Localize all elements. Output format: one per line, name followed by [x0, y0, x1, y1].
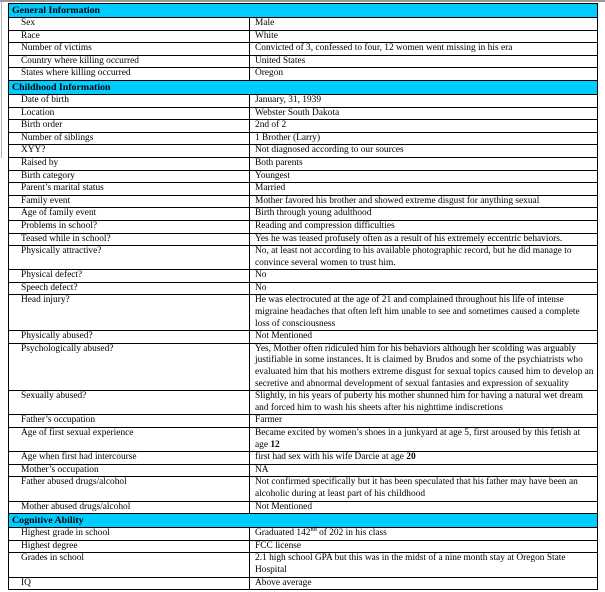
row-label: Country where killing occurred: [9, 55, 250, 68]
row-value: Both parents: [250, 157, 598, 170]
row-label: Birth order: [9, 120, 250, 133]
row-label: Highest degree: [9, 540, 250, 553]
row-label: Grades in school: [9, 553, 250, 577]
section-header-cognitive-ability: Cognitive Ability: [9, 514, 598, 528]
table-row: [9, 94, 598, 107]
row-value: Reading and compression difficulties: [250, 220, 598, 233]
row-value: White: [250, 30, 598, 43]
row-value-part: Graduated 142: [255, 528, 311, 539]
row-value: 2nd of 2: [250, 120, 598, 133]
section-header-row: [9, 80, 598, 94]
table-row: [9, 18, 598, 31]
row-value-part: first had sex with his wife Darcie at age: [255, 452, 407, 463]
row-label: Highest grade in school: [9, 528, 250, 541]
table-row: [9, 391, 598, 415]
row-label: Physically abused?: [9, 331, 250, 344]
row-value: No, at least not according to his available photographic record, but he did manage to convince several women to trust him.: [250, 246, 598, 270]
row-label: Physical defect?: [9, 270, 250, 283]
row-label: Mother abused drugs/alcohol: [9, 501, 250, 514]
row-value: FCC license: [250, 540, 598, 553]
row-label: Raised by: [9, 157, 250, 170]
row-label: Birth category: [9, 170, 250, 183]
row-value: 2.1 high school GPA but this was in the midst of a nine month stay at Oregon State Hospital: [250, 553, 598, 577]
row-label: Mother’s occupation: [9, 464, 250, 477]
table-row: [9, 295, 598, 331]
row-label: Father abused drugs/alcohol: [9, 477, 250, 501]
row-value-bold-part: 12: [270, 439, 280, 450]
row-value: Not Mentioned: [250, 331, 598, 344]
table-row: [9, 477, 598, 501]
row-value-superscript: nd: [310, 526, 317, 534]
table-row: [9, 270, 598, 283]
table-row: [9, 55, 598, 68]
row-label: XYY?: [9, 145, 250, 158]
table-row: [9, 501, 598, 514]
table-row: [9, 183, 598, 196]
row-label: Parent’s marital status: [9, 183, 250, 196]
section-header-childhood-information: Childhood Information: [9, 80, 598, 94]
row-value: Youngest: [250, 170, 598, 183]
table-row: [9, 170, 598, 183]
table-row: [9, 132, 598, 145]
table-row: [9, 43, 598, 56]
row-label: Family event: [9, 195, 250, 208]
table-row: [9, 331, 598, 344]
row-value: Yes, Mother often ridiculed him for his behaviors although her scolding was arguably justifiable in some instances. It is claimed by Brudos and some of the psychiatrists who evaluated him that his mothers extreme disgust for sexual topics caused him to develop an secretive and abnormal development of sexual fantasies and expression of sexuality: [250, 343, 598, 390]
table-row: [9, 553, 598, 577]
offender-info-table: [8, 3, 598, 590]
row-label: Physically attractive?: [9, 246, 250, 270]
row-value: Yes he was teased profusely often as a result of his extremely eccentric behaviors.: [250, 233, 598, 246]
row-value: Slightly, in his years of puberty his mother shunned him for having a natural wet dream and forced him to wash his sheets after his nighttime indiscretions: [250, 391, 598, 415]
row-value: Oregon: [250, 68, 598, 81]
table-row: [9, 464, 598, 477]
row-label: Sexually abused?: [9, 391, 250, 415]
row-label: Age when first had intercourse: [9, 452, 250, 465]
row-label: Location: [9, 107, 250, 120]
row-value: Webster South Dakota: [250, 107, 598, 120]
row-value: Married: [250, 183, 598, 196]
section-header-row: [9, 4, 598, 18]
table-row: [9, 540, 598, 553]
row-value: Birth through young adulthood: [250, 208, 598, 221]
row-label: Head injury?: [9, 295, 250, 331]
row-value: United States: [250, 55, 598, 68]
row-label: Age of family event: [9, 208, 250, 221]
table-row: [9, 220, 598, 233]
table-row: [9, 208, 598, 221]
row-value: [250, 428, 598, 452]
row-value: No: [250, 270, 598, 283]
row-label: Date of birth: [9, 94, 250, 107]
table-row: [9, 233, 598, 246]
row-value: Not confirmed specifically but it has been speculated that his father may have been an alcoholic during at least part of his childhood: [250, 477, 598, 501]
row-value: Convicted of 3, confessed to four, 12 women went missing in his era: [250, 43, 598, 56]
row-value: 1 Brother (Larry): [250, 132, 598, 145]
table-row: [9, 157, 598, 170]
row-label: Number of siblings: [9, 132, 250, 145]
row-label: Teased while in school?: [9, 233, 250, 246]
row-value: Male: [250, 18, 598, 31]
table-row: [9, 195, 598, 208]
row-label: Psychologically abused?: [9, 343, 250, 390]
table-row: [9, 343, 598, 390]
window-left-edge: [1, 2, 2, 158]
table-row: [9, 145, 598, 158]
row-value: Not Mentioned: [250, 501, 598, 514]
table-row: [9, 415, 598, 428]
document-page: [8, 3, 598, 590]
table-row: [9, 107, 598, 120]
row-label: Sex: [9, 18, 250, 31]
row-value-bold-part: 20: [406, 452, 416, 463]
table-row: [9, 577, 598, 590]
row-value: NA: [250, 464, 598, 477]
table-row: [9, 30, 598, 43]
row-value-part: of 202 in his class: [316, 528, 387, 539]
row-label: Speech defect?: [9, 282, 250, 295]
table-row: [9, 428, 598, 452]
row-value: Mother favored his brother and showed extreme disgust for anything sexual: [250, 195, 598, 208]
row-label: Race: [9, 30, 250, 43]
table-row: [9, 528, 598, 541]
row-value-part: Became excited by women’s shoes in a junkyard at age 5, first aroused by this fetish at age: [255, 428, 581, 450]
table-row: [9, 120, 598, 133]
row-label: Age of first sexual experience: [9, 428, 250, 452]
section-header-general-information: General Information: [9, 4, 598, 18]
table-row: [9, 68, 598, 81]
table-row: [9, 282, 598, 295]
row-label: Father’s occupation: [9, 415, 250, 428]
table-row: [9, 246, 598, 270]
window-top-edge: [0, 0, 605, 2]
row-label: Number of victims: [9, 43, 250, 56]
row-value: Not diagnosed according to our sources: [250, 145, 598, 158]
row-value: [250, 528, 598, 541]
table-row: [9, 452, 598, 465]
section-header-row: [9, 514, 598, 528]
row-value: [250, 452, 598, 465]
row-value: No: [250, 282, 598, 295]
row-value: Above average: [250, 577, 598, 590]
row-value: Farmer: [250, 415, 598, 428]
row-label: Problems in school?: [9, 220, 250, 233]
row-label: States where killing occurred: [9, 68, 250, 81]
row-value: He was electrocuted at the age of 21 and complained throughout his life of intense migraine headaches that often left him unable to see and sometimes caused a complete loss of consciousness: [250, 295, 598, 331]
row-value: January, 31, 1939: [250, 94, 598, 107]
row-label: IQ: [9, 577, 250, 590]
